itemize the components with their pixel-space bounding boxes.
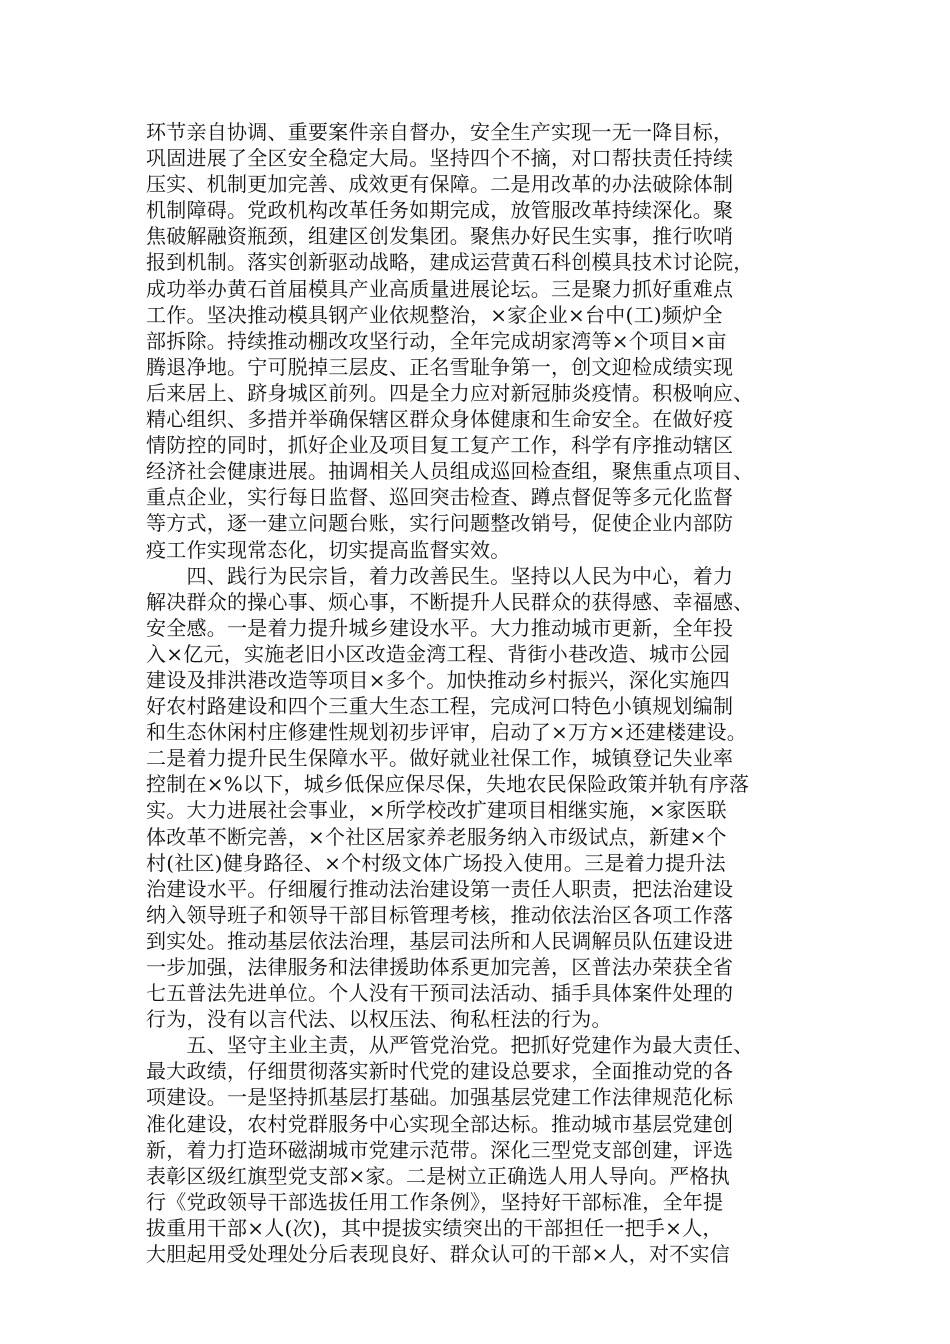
text-line: 新，着力打造环磁湖城市党建示范带。深化三型党支部创建，评选: [146, 1137, 734, 1162]
text-line: 解决群众的操心事、烦心事，不断提升人民群众的获得感、幸福感、: [146, 589, 754, 614]
text-line: 拔重用干部×人(次)，其中提拔实绩突出的干部担任一把手×人，: [146, 1215, 723, 1240]
text-line: 行《党政领导干部选拔任用工作条例》，坚持好干部标准，全年提: [146, 1189, 724, 1214]
text-line: 七五普法先进单位。个人没有干预司法活动、插手具体案件处理的: [146, 981, 734, 1006]
text-line: 后来居上、跻身城区前列。四是全力应对新冠肺炎疫情。积极响应、: [146, 380, 754, 405]
text-line: 四、践行为民宗旨，着力改善民生。坚持以人民为中心，着力: [146, 563, 734, 588]
text-line: 情防控的同时，抓好企业及项目复工复产工作，科学有序推动辖区: [146, 433, 734, 458]
text-line: 控制在×%以下，城乡低保应保尽保，失地农民保险政策并轨有序落: [146, 772, 750, 797]
text-line: 压实、机制更加完善、成效更有保障。二是用改革的办法破除体制: [146, 172, 734, 197]
text-line: 项建设。一是坚持抓基层打基础。加强基层党建工作法律规范化标: [146, 1085, 734, 1110]
text-line: 成功举办黄石首届模具产业高质量进展论坛。三是聚力抓好重难点: [146, 276, 734, 301]
text-line: 准化建设，农村党群服务中心实现全部达标。推动城市基层党建创: [146, 1111, 734, 1136]
text-line: 村(社区)健身路径、×个村级文体广场投入使用。三是着力提升法: [146, 850, 726, 875]
text-line: 实。大力进展社会事业，×所学校改扩建项目相继实施，×家医联: [146, 798, 727, 823]
text-line: 到实处。推动基层依法治理，基层司法所和人民调解员队伍建设进: [146, 928, 734, 953]
text-line: 巩固进展了全区安全稳定大局。坚持四个不摘，对口帮扶责任持续: [146, 146, 734, 171]
text-line: 等方式，逐一建立问题台账，实行问题整改销号，促使企业内部防: [146, 511, 734, 536]
text-line: 疫工作实现常态化，切实提高监督实效。: [146, 537, 511, 562]
text-line: 重点企业，实行每日监督、巡回突击检查、蹲点督促等多元化监督: [146, 485, 734, 510]
text-line: 工作。坚决推动模具钢产业依规整治，×家企业×台中(工)频炉全: [146, 302, 723, 327]
text-line: 好农村路建设和四个三重大生态工程，完成河口特色小镇规划编制: [146, 694, 734, 719]
body-text: [146, 119, 832, 1267]
text-line: 部拆除。持续推动棚改攻坚行动，全年完成胡家湾等×个项目×亩: [146, 328, 727, 353]
text-line: 腾退净地。宁可脱掉三层皮、正名雪耻争第一，创文迎检成绩实现: [146, 354, 734, 379]
text-line: 和生态休闲村庄修建性规划初步评审，启动了×万方×还建楼建设。: [146, 720, 748, 745]
text-line: 环节亲自协调、重要案件亲自督办，安全生产实现一无一降目标，: [146, 120, 734, 144]
text-line: 建设及排洪港改造等项目×多个。加快推动乡村振兴，深化实施四: [146, 667, 731, 692]
text-line: 大胆起用受处理处分后表现良好、群众认可的干部×人，对不实信: [146, 1242, 731, 1267]
text-line: 表彰区级红旗型党支部×家。二是树立正确选人用人导向。严格执: [146, 1163, 731, 1188]
text-line: 纳入领导班子和领导干部目标管理考核，推动依法治区各项工作落: [146, 902, 734, 927]
text-line: 入×亿元，实施老旧小区改造金湾工程、背街小巷改造、城市公园: [146, 641, 731, 666]
text-line: 精心组织、多措并举确保辖区群众身体健康和生命安全。在做好疫: [146, 407, 734, 432]
text-line: 五、坚守主业主责，从严管党治党。把抓好党建作为最大责任、: [146, 1033, 754, 1058]
text-line: 二是着力提升民生保障水平。做好就业社保工作，城镇登记失业率: [146, 746, 734, 771]
text-line: 治建设水平。仔细履行推动法治建设第一责任人职责，把法治建设: [146, 876, 734, 901]
text-line: 机制障碍。党政机构改革任务如期完成，放管服改革持续深化。聚: [146, 198, 734, 223]
text-line: 报到机制。落实创新驱动战略，建成运营黄石科创模具技术讨论院，: [146, 250, 754, 275]
text-line: 行为，没有以言代法、以权压法、徇私枉法的行为。: [146, 1007, 612, 1032]
text-line: 体改革不断完善，×个社区居家养老服务纳入市级试点，新建×个: [146, 824, 727, 849]
text-line: 一步加强，法律服务和法律援助体系更加完善，区普法办荣获全省: [146, 955, 734, 979]
text-line: 经济社会健康进展。抽调相关人员组成巡回检查组，聚焦重点项目、: [146, 459, 754, 484]
text-line: 焦破解融资瓶颈，组建区创发集团。聚焦办好民生实事，推行吹哨: [146, 224, 734, 249]
text-line: 安全感。一是着力提升城乡建设水平。大力推动城市更新，全年投: [146, 615, 734, 640]
text-line: 最大政绩，仔细贯彻落实新时代党的建设总要求，全面推动党的各: [146, 1059, 734, 1084]
